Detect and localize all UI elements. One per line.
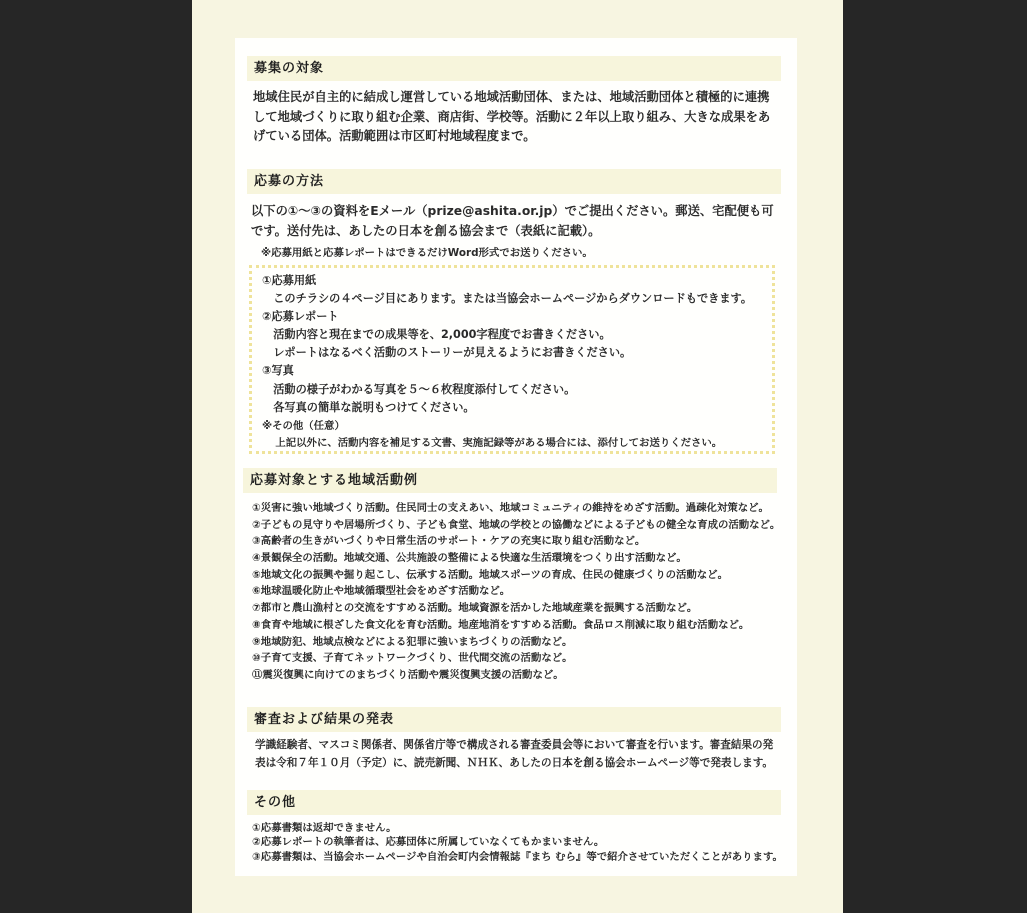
box-line: 各写真の簡単な説明もつけてください。 — [262, 401, 475, 414]
list-item: ①災害に強い地域づくり活動。住民同士の支えあい、地域コミュニティの維持をめざす活動。過疎化対策など。 — [252, 502, 769, 514]
examples-list — [252, 500, 780, 684]
box-line: 上記以外に、活動内容を補足する文書、実施記録等がある場合には、添付してお送りください。 — [265, 437, 723, 449]
list-item: ⑪震災復興に向けてのまちづくり活動や震災復興支援の活動など。 — [252, 668, 564, 681]
review-paragraph — [255, 737, 795, 772]
method-line: です。送付先は、あしたの日本を創る協会まで（表紙に記載）。 — [251, 223, 601, 238]
list-item: ⑦都市と農山漁村との交流をすすめる活動。地域資源を活かした地域産業を振興する活動など。 — [252, 602, 698, 615]
box-line: このチラシの４ページ目にあります。または当協会ホームページからダウンロードもできます。 — [262, 292, 753, 305]
box-line: ③写真 — [262, 364, 294, 377]
list-item: ⑧食育や地域に根ざした食文化を育む活動。地産地消をすすめる活動。食品ロス削減に取り組む活動など。 — [252, 618, 750, 631]
section-heading-review: 審査および結果の発表 — [247, 707, 781, 732]
section-heading-method: 応募の方法 — [247, 169, 781, 194]
target-line: げている団体。活動範囲は市区町村地域程度まで。 — [253, 129, 536, 143]
review-line: 表は令和７年１０月（予定）に、読売新聞、ＮＨＫ、あしたの日本を創る協会ホームページ等で発表します。 — [255, 756, 774, 769]
box-line: ※その他（任意） — [262, 420, 345, 432]
target-line: して地域づくりに取り組む企業、商店街、学校等。活動に２年以上取り組み、大きな成果をあ — [253, 109, 771, 124]
list-item: ⑩子育て支援、子育てネットワークづくり、世代間交流の活動など。 — [252, 652, 573, 665]
list-item: ④景観保全の活動。地域交通、公共施設の整備による快適な生活環境をつくり出す活動など。 — [252, 552, 687, 565]
list-item: ①応募書類は返却できません。 — [252, 822, 397, 834]
box-line: ①応募用紙 — [262, 274, 317, 287]
method-paragraph — [251, 202, 791, 241]
section-heading-target: 募集の対象 — [247, 56, 781, 81]
review-line: 学識経験者、マスコミ関係者、関係省庁等で構成される審査委員会等において審査を行います。審査結果の発 — [255, 739, 774, 751]
list-item: ⑥地球温暖化防止や地域循環型社会をめざす活動など。 — [252, 585, 511, 598]
section-heading-examples: 応募対象とする地域活動例 — [243, 468, 777, 493]
target-paragraph — [253, 88, 793, 147]
list-item: ②応募レポートの執筆者は、応募団体に所属していなくてもかまいません。 — [252, 836, 605, 849]
box-line: 活動の様子がわかる写真を５〜６枚程度添付してください。 — [262, 383, 576, 396]
list-item: ③高齢者の生きがいづくりや日常生活のサポート・ケアの充実に取り組む活動など。 — [252, 535, 646, 548]
other-list — [252, 821, 783, 864]
section-heading-other: その他 — [247, 790, 781, 815]
target-line: 地域住民が自主的に結成し運営している地域活動団体、または、地域活動団体と積極的に連携 — [253, 90, 770, 104]
list-item: ②子どもの見守りや居場所づくり、子ども食堂、地域の学校との協働などによる子どもの健全な育成の活動など。 — [252, 518, 781, 531]
box-line: 活動内容と現在までの成果等を、2,000字程度でお書きください。 — [262, 328, 611, 341]
list-item: ③応募書類は、当協会ホームページや自治会町内会情報誌『まち むら』等で紹介させていただくことがあります。 — [252, 850, 783, 863]
list-item: ⑤地域文化の振興や掘り起こし、伝承する活動。地域スポーツの育成、住民の健康づくりの活動など。 — [252, 568, 728, 581]
method-note: ※応募用紙と応募レポートはできるだけWord形式でお送りください。 — [261, 247, 593, 259]
box-line: ②応募レポート — [262, 310, 339, 323]
method-line: 以下の①〜③の資料をEメール（prize@ashita.or.jp）でご提出ください。郵送、宅配便も可 — [251, 204, 774, 218]
list-item: ⑨地域防犯、地域点検などによる犯罪に強いまちづくりの活動など。 — [252, 635, 573, 648]
document-page — [192, 0, 843, 913]
box-line: レポートはなるべく活動のストーリーが見えるようにお書きください。 — [262, 346, 632, 359]
